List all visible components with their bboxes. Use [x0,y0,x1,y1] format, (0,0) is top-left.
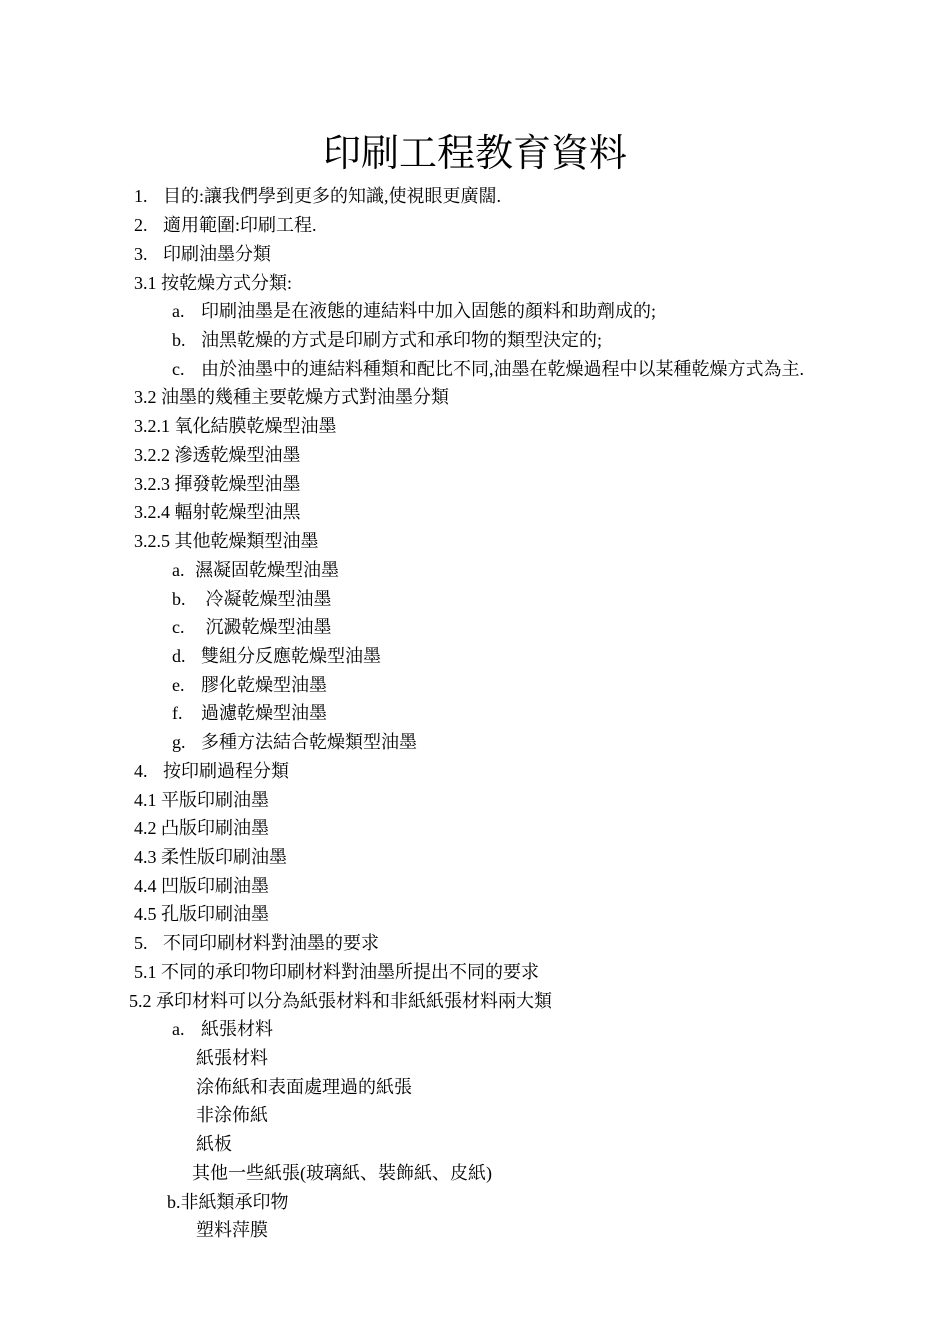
list-item [134,414,337,438]
list-item [134,902,269,926]
list-marker: c. [172,617,185,637]
list-text: 3.2 油墨的幾種主要乾燥方式對油墨分類 [134,387,449,407]
list-marker: a. [172,301,185,321]
list-text: 紙板 [196,1134,232,1154]
list-text: 冷凝乾燥型油墨 [201,589,332,609]
list-text: 涂佈紙和表面處理過的紙張 [196,1077,412,1097]
list-text: 由於油墨中的連結料種類和配比不同,油墨在乾燥過程中以某種乾燥方式為主. [201,359,804,379]
list-marker: f. [172,703,183,723]
list-text: b.非紙類承印物 [167,1192,289,1212]
list-item [172,1017,273,1041]
list-text: 不同印刷材料對油墨的要求 [163,933,379,953]
list-item [134,931,379,955]
list-item [196,1218,268,1242]
list-marker: a. [172,1019,185,1039]
list-text: 4.2 凸版印刷油墨 [134,818,269,838]
list-item [172,730,417,754]
list-marker: e. [172,675,185,695]
list-text: 膠化乾燥型油墨 [201,675,327,695]
list-text: 印刷油墨是在液態的連結料中加入固態的顏料和助劑成的; [201,301,656,321]
list-item [134,529,319,553]
list-item [196,1075,412,1099]
list-item [196,1046,268,1070]
list-item [196,1103,268,1127]
list-item [196,1132,232,1156]
list-item [134,385,449,409]
list-item [172,587,332,611]
list-text: 5.1 不同的承印物印刷材料對油墨所提出不同的要求 [134,962,539,982]
list-marker: 2. [134,215,148,235]
list-text: 4.4 凹版印刷油墨 [134,876,269,896]
list-marker: b. [172,330,186,350]
list-text: 濕凝固乾燥型油墨 [195,560,339,580]
list-item [172,299,656,323]
list-item [134,213,317,237]
list-item [134,845,287,869]
list-item [172,615,332,639]
list-text: 沉澱乾燥型油墨 [201,617,332,637]
list-text: 多種方法結合乾燥類型油墨 [201,732,417,752]
list-item [134,788,269,812]
list-item [134,443,301,467]
list-marker: c. [172,359,185,379]
list-item [172,644,381,668]
list-item [134,759,289,783]
list-item [134,271,292,295]
list-item [134,816,269,840]
list-item [172,673,327,697]
list-text: 3.2.3 揮發乾燥型油墨 [134,474,301,494]
list-item [192,1161,492,1185]
list-marker: a. [172,560,185,580]
list-text: 目的:讓我們學到更多的知識,使視眼更廣闊. [163,186,501,206]
list-item [134,874,269,898]
list-text: 4.1 平版印刷油墨 [134,790,269,810]
list-text: 印刷油墨分類 [163,244,271,264]
list-item [172,357,804,381]
list-item [134,184,501,208]
list-item [172,328,602,352]
list-item [172,558,339,582]
list-item [167,1190,289,1214]
list-text: 4.3 柔性版印刷油墨 [134,847,287,867]
list-marker: 3. [134,244,148,264]
list-marker: 5. [134,933,148,953]
list-text: 按印刷過程分類 [163,761,289,781]
list-text: 5.2 承印材料可以分為紙張材料和非紙紙張材料兩大類 [129,991,552,1011]
list-text: 4.5 孔版印刷油墨 [134,904,269,924]
list-marker: 1. [134,186,148,206]
list-item [129,989,552,1013]
list-marker: b. [172,589,186,609]
list-text: 雙組分反應乾燥型油墨 [201,646,381,666]
list-text: 塑料萍膜 [196,1220,268,1240]
list-text: 3.1 按乾燥方式分類: [134,273,293,293]
list-text: 紙張材料 [196,1048,268,1068]
list-item [134,242,271,266]
list-text: 3.2.5 其他乾燥類型油墨 [134,531,319,551]
list-text: 適用範圍:印刷工程. [163,215,317,235]
list-marker: 4. [134,761,148,781]
list-item [172,701,327,725]
list-text: 3.2.4 輻射乾燥型油黑 [134,502,301,522]
list-item [134,472,301,496]
document-title: 印刷工程教育資料 [322,133,627,175]
list-text: 其他一些紙張(玻璃紙、裝飾紙、皮紙) [192,1163,492,1183]
list-text: 過濾乾燥型油墨 [201,703,327,723]
list-marker: d. [172,646,186,666]
list-item [134,960,539,984]
list-text: 紙張材料 [201,1019,273,1039]
list-item [134,500,301,524]
list-text: 非涂佈紙 [196,1105,268,1125]
list-text: 3.2.2 滲透乾燥型油墨 [134,445,301,465]
list-text: 油黑乾燥的方式是印刷方式和承印物的類型決定的; [201,330,602,350]
list-marker: g. [172,732,186,752]
list-text: 3.2.1 氧化結膜乾燥型油墨 [134,416,337,436]
